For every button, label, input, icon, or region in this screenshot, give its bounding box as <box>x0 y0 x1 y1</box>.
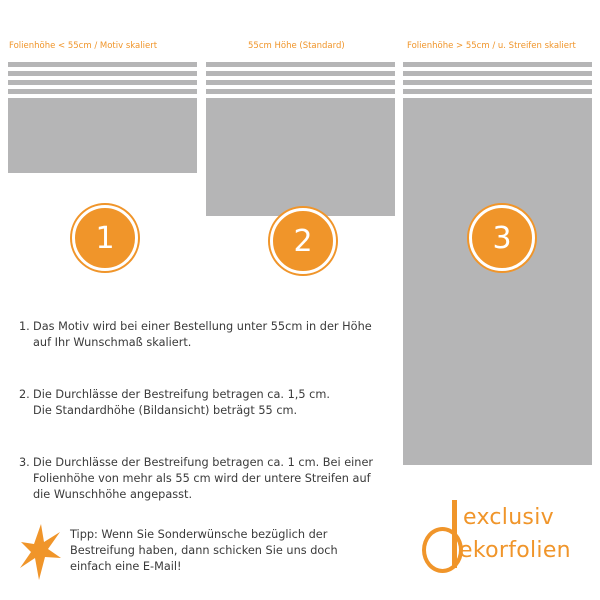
note-number: 3. <box>19 456 30 469</box>
note-line: die Wunschhöhe angepasst. <box>33 488 193 501</box>
stripe <box>403 89 592 94</box>
note-line: Folienhöhe von mehr als 55 cm wird der untere Streifen auf <box>33 472 371 485</box>
note-line: Die Durchlässe der Bestreifung betragen ca. 1 cm. Bei einer <box>33 456 374 469</box>
motif-panel <box>403 98 592 465</box>
motif-panel <box>8 98 197 173</box>
badge-2: 2 <box>270 208 336 274</box>
tip-line: einfach eine E-Mail! <box>70 560 182 573</box>
stripe <box>8 80 197 85</box>
note-line: Die Standardhöhe (Bildansicht) beträgt 55 cm. <box>33 404 298 417</box>
tip-line: Tipp: Wenn Sie Sonderwünsche bezüglich der <box>70 528 328 541</box>
badge-3: 3 <box>469 205 535 271</box>
tip-line: Bestreifung haben, dann schicken Sie uns doch <box>70 544 338 557</box>
logo-d-stem <box>452 500 457 568</box>
note-line: Die Durchlässe der Bestreifung betragen ca. 1,5 cm. <box>33 388 330 401</box>
note-3 <box>19 455 389 503</box>
stripe <box>8 89 197 94</box>
tip-text <box>70 527 370 575</box>
stripe <box>8 71 197 76</box>
logo-line-2: ekorfolien <box>459 538 571 563</box>
column-2-label: 55cm Höhe (Standard) <box>248 41 345 51</box>
stripe <box>206 80 395 85</box>
note-line: Das Motiv wird bei einer Bestellung unter 55cm in der Höhe <box>33 320 372 333</box>
stripe <box>403 80 592 85</box>
motif-panel <box>206 98 395 216</box>
stripe <box>8 62 197 67</box>
stripe <box>403 62 592 67</box>
note-number: 1. <box>19 320 30 333</box>
note-line: auf Ihr Wunschmaß skaliert. <box>33 336 192 349</box>
column-3-label: Folienhöhe > 55cm / u. Streifen skaliert <box>407 41 576 51</box>
stripe <box>206 71 395 76</box>
note-number: 2. <box>19 388 30 401</box>
column-1-label: Folienhöhe < 55cm / Motiv skaliert <box>9 41 158 51</box>
star-icon <box>18 522 62 582</box>
stripe <box>403 71 592 76</box>
note-1 <box>19 319 389 351</box>
note-2 <box>19 387 389 419</box>
logo-line-1: exclusiv <box>463 505 554 530</box>
stripe <box>206 89 395 94</box>
badge-1: 1 <box>72 205 138 271</box>
stripe <box>206 62 395 67</box>
